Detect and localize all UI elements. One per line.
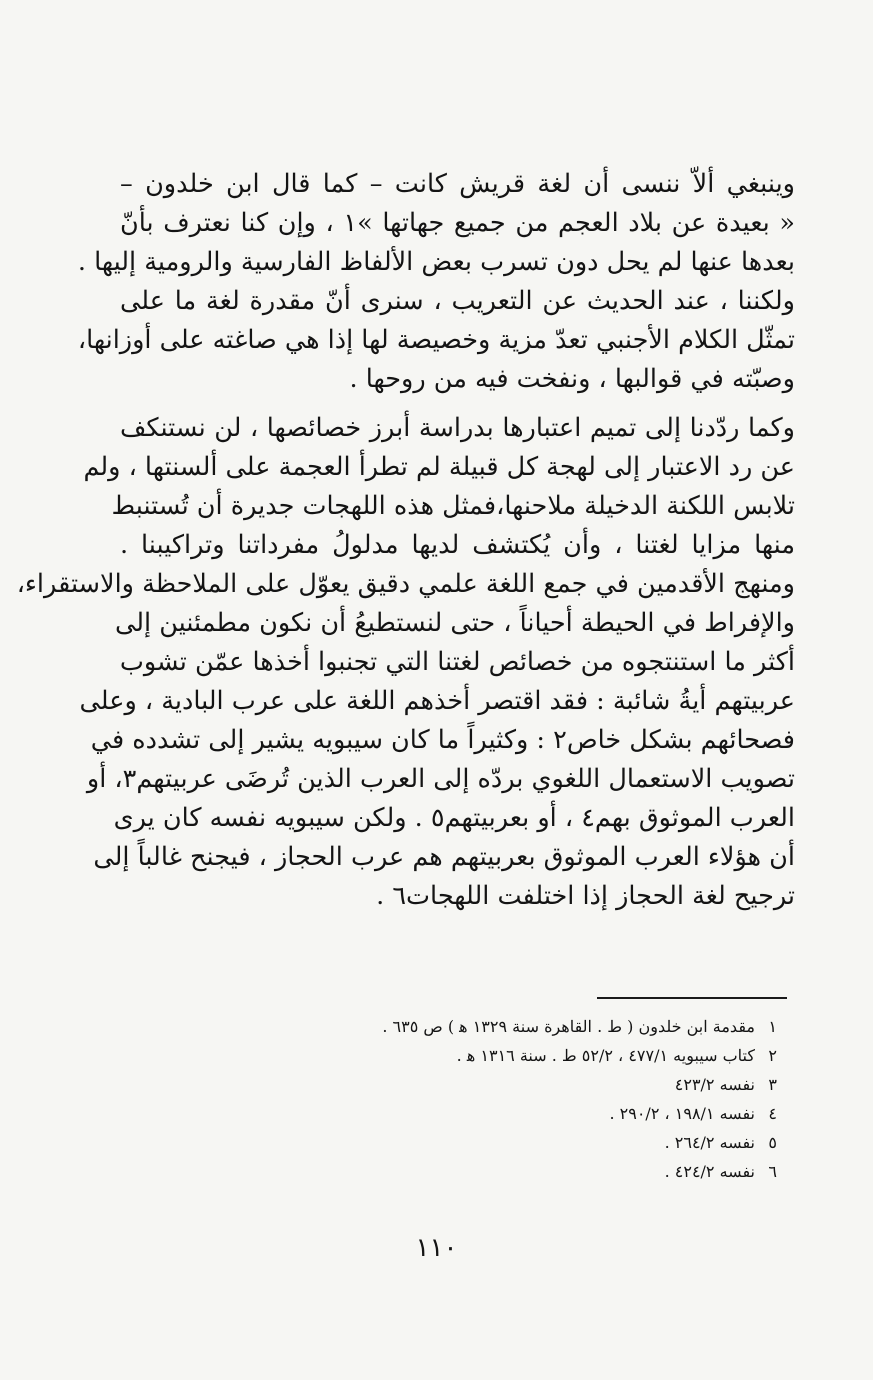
footnote-number: ١ <box>768 1017 777 1036</box>
footnote-number: ٥ <box>768 1133 777 1152</box>
footnote <box>257 1157 777 1186</box>
text-line: عن رد الاعتبار إلى لهجة كل قبيلة لم تطرأ العجمة على ألسنتها ، ولم <box>83 452 795 482</box>
footnote-number: ٦ <box>768 1162 777 1181</box>
text-line: بعدها عنها لم يحل دون تسرب بعض الألفاظ الفارسية والرومية إليها . <box>77 247 795 277</box>
text-line: فصحائهم بشكل خاص٢ : وكثيراً ما كان سيبويه يشير إلى تشدده في <box>90 725 795 755</box>
text-line: ومنهج الأقدمين في جمع اللغة علمي دقيق يعوّل على الملاحظة والاستقراء، <box>16 569 795 599</box>
footnote-text: نفسه ١٩٨/١ ، ٢٩٠/٢ . <box>609 1104 755 1123</box>
footnote <box>257 1128 777 1157</box>
paragraph-gap <box>120 399 795 409</box>
footnote <box>257 1070 777 1099</box>
footnote-number: ٤ <box>768 1104 777 1123</box>
page-number: ١١٠ <box>415 1233 458 1263</box>
text-line: منها مزايا لغتنا ، وأن يُكتشف لديها مدلولُ مفرداتنا وتراكيبنا . <box>120 530 795 560</box>
footnote-number: ٣ <box>768 1075 777 1094</box>
footnote-text: مقدمة ابن خلدون ( ط . القاهرة سنة ١٣٢٩ ﻫ ) ص ٦٣٥ . <box>382 1017 755 1036</box>
text-line: عربيتهم أيةُ شائبة : فقد اقتصر أخذهم اللغة على عرب البادية ، وعلى <box>79 686 795 716</box>
text-line: أن هؤلاء العرب الموثوق بعربيتهم هم عرب الحجاز ، فيجنح غالباً إلى <box>93 842 795 872</box>
text-line: والإفراط في الحيطة أحياناً ، حتى لنستطيعُ أن نكون مطمئنين إلى <box>115 608 795 638</box>
footnote <box>257 1012 777 1041</box>
text-line: ولكننا ، عند الحديث عن التعريب ، سنرى أنّ مقدرة لغة ما على <box>120 286 795 316</box>
text-line: وصبّته في قوالبها ، ونفخت فيه من روحها . <box>349 364 795 394</box>
body-text <box>16 165 795 916</box>
text-line: وكما ردّدنا إلى تميم اعتبارها بدراسة أبرز خصائصها ، لن نستنكف <box>120 413 795 443</box>
footnote-text: نفسه ٤٢٣/٢ <box>674 1075 755 1094</box>
text-line: العرب الموثوق بهم٤ ، أو بعربيتهم٥ . ولكن سيبويه نفسه كان يرى <box>113 803 795 833</box>
text-line: وينبغي ألاّ ننسى أن لغة قريش كانت – كما قال ابن خلدون – <box>120 169 795 199</box>
footnote <box>257 1041 777 1070</box>
footnote-separator <box>597 997 787 999</box>
footnotes <box>257 1012 777 1186</box>
footnote-text: كتاب سيبويه ٤٧٧/١ ، ٥٢/٢ ط . سنة ١٣١٦ ﻫ . <box>456 1046 755 1065</box>
text-line: ترجيح لغة الحجاز إذا اختلفت اللهجات٦ . <box>376 881 795 911</box>
text-line: تلابس اللكنة الدخيلة ملاحنها،فمثل هذه اللهجات جديرة أن تُستنبط <box>111 491 795 521</box>
footnote-number: ٢ <box>768 1046 777 1065</box>
text-line: « بعيدة عن بلاد العجم من جميع جهاتها »١ ، وإن كنا نعترف بأنّ <box>120 208 795 238</box>
text-line: أكثر ما استنتجوه من خصائص لغتنا التي تجنبوا أخذها عمّن تشوب <box>119 647 795 677</box>
footnote <box>257 1099 777 1128</box>
text-line: تصويب الاستعمال اللغوي بردّه إلى العرب الذين تُرضَى عربيتهم٣، أو <box>86 764 795 794</box>
footnote-text: نفسه ٢٦٤/٢ . <box>664 1133 755 1152</box>
footnote-text: نفسه ٤٢٤/٢ . <box>664 1162 755 1181</box>
text-line: تمثّل الكلام الأجنبي تعدّ مزية وخصيصة لها إذا هي صاغته على أوزانها، <box>77 325 795 355</box>
